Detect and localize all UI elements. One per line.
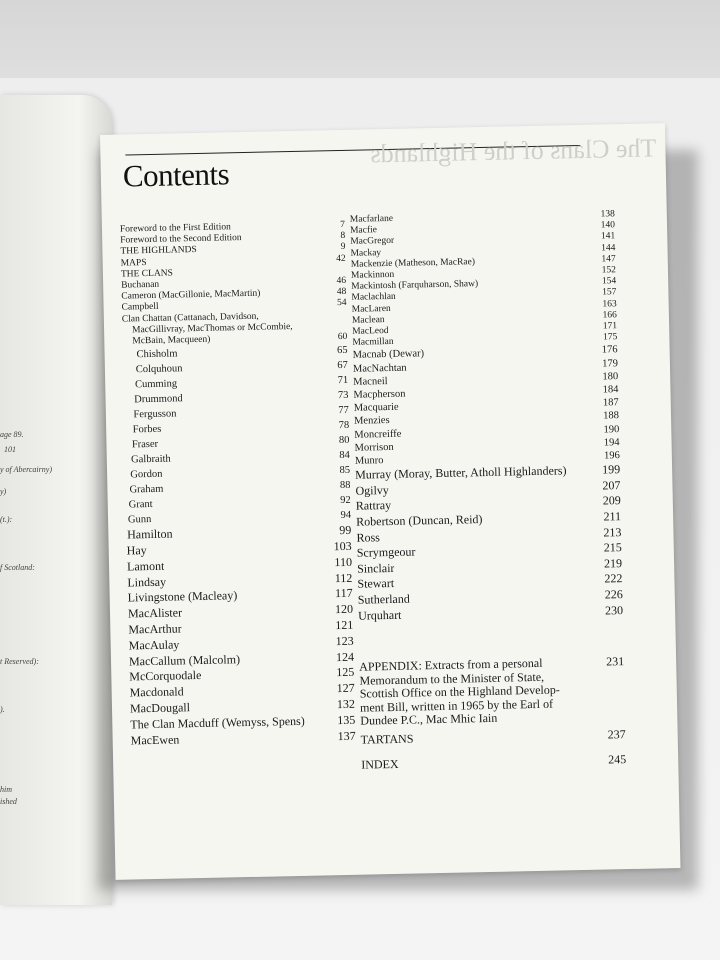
toc-entry-title: Graham bbox=[129, 483, 164, 496]
toc-entry-page: 99 bbox=[339, 523, 352, 538]
toc-entry-title: Foreword to the First Edition bbox=[119, 222, 231, 235]
toc-entry-page: 73 bbox=[337, 390, 349, 402]
toc-entry-title: Murray (Moray, Butter, Atholl Highlanders) bbox=[355, 463, 567, 482]
toc-entry-title: Macpherson bbox=[353, 388, 406, 401]
toc-entry-title: Lamont bbox=[126, 558, 165, 574]
page-title: Contents bbox=[122, 156, 230, 194]
left-page-fragment: ). bbox=[0, 705, 5, 714]
toc-entry-title: Lindsay bbox=[127, 574, 167, 590]
toc-entry-title: Fraser bbox=[131, 439, 159, 451]
toc-entry-page: 190 bbox=[603, 423, 620, 436]
toc-entry-title: Macfie bbox=[349, 225, 378, 236]
toc-entry-page: 157 bbox=[602, 287, 617, 298]
toc-entry-page: 163 bbox=[602, 298, 617, 310]
toc-entry-title: Macmillan bbox=[352, 337, 394, 348]
toc-entry-title: Cameron (MacGillonie, MacMartin) bbox=[121, 288, 261, 302]
toc-entry-page: 152 bbox=[601, 265, 617, 276]
toc-entry-page: 179 bbox=[602, 357, 619, 370]
toc-entry-page: 7 bbox=[340, 219, 346, 230]
toc-right-column bbox=[350, 209, 624, 624]
toc-entry-page: 141 bbox=[600, 231, 616, 242]
toc-entry-title: Moncreiffe bbox=[354, 428, 402, 441]
toc-entry-title: Macfarlane bbox=[349, 213, 394, 225]
toc-entry-page: 42 bbox=[336, 253, 346, 264]
toc-entry-title: Macneil bbox=[353, 375, 388, 388]
toc-entry-title: MacAulay bbox=[128, 637, 180, 653]
toc-entry-title: Cumming bbox=[134, 378, 178, 391]
toc-entry-page: 67 bbox=[337, 360, 348, 372]
toc-entry-page: 175 bbox=[603, 332, 618, 343]
toc-entry-page: 140 bbox=[600, 220, 616, 231]
toc-entry-page: 103 bbox=[333, 538, 352, 554]
toc-entry-title: Maclachlan bbox=[351, 292, 396, 304]
toc-entry-page: 196 bbox=[603, 450, 620, 462]
tartans-entry bbox=[361, 727, 626, 748]
toc-entry-page: 137 bbox=[337, 728, 356, 743]
toc-entry-title: Foreword to the Second Edition bbox=[120, 233, 242, 246]
toc-entry-title: McCorquodale bbox=[129, 668, 202, 684]
index-page: 245 bbox=[608, 752, 627, 767]
left-page-fragment: (t.): bbox=[0, 515, 13, 524]
background-wall bbox=[0, 0, 720, 90]
toc-entry-page: 194 bbox=[603, 437, 620, 449]
toc-entry-page: 71 bbox=[337, 375, 349, 387]
toc-entry-title: MacDougall bbox=[129, 700, 191, 716]
toc-entry-page: 138 bbox=[600, 209, 615, 220]
toc-entry-page: 171 bbox=[602, 321, 618, 332]
toc-entry-title: MacGregor bbox=[350, 236, 395, 248]
left-page-fragment: age 89. bbox=[0, 430, 24, 439]
toc-entry-title: MacLaren bbox=[351, 303, 391, 315]
toc-entry-page: 135 bbox=[337, 712, 356, 727]
toc-entry-title: Munro bbox=[354, 455, 384, 467]
toc-entry-page: 222 bbox=[604, 571, 623, 586]
appendix-line: Dundee P.C., Mac Mhic Iain bbox=[360, 710, 498, 728]
toc-entry-title: THE CLANS bbox=[120, 268, 174, 280]
toc-entry-title: Fergusson bbox=[133, 408, 177, 421]
left-page-fragment: y) bbox=[0, 487, 7, 496]
tartans-page: 237 bbox=[607, 727, 626, 742]
toc-entry-title: Drummond bbox=[134, 393, 183, 406]
left-page-fragment: t Reserved): bbox=[0, 657, 39, 666]
toc-entry-page: 117 bbox=[334, 586, 353, 601]
toc-entry-page: 213 bbox=[603, 524, 622, 540]
toc-entry-title: Sinclair bbox=[356, 560, 395, 576]
toc-entry-title: Robertson (Duncan, Reid) bbox=[356, 512, 483, 529]
toc-entry-page: 209 bbox=[602, 493, 621, 509]
toc-entry-page: 65 bbox=[336, 345, 348, 357]
toc-entry-page: 226 bbox=[604, 587, 623, 602]
toc-entry-title: The Clan Macduff (Wemyss, Spens) bbox=[130, 713, 305, 732]
toc-entry-page: 230 bbox=[604, 602, 624, 618]
toc-entry-title: Morrison bbox=[354, 441, 394, 454]
toc-entry-page: 60 bbox=[337, 331, 348, 343]
toc-entry-page: 110 bbox=[334, 554, 353, 570]
toc-entry-page: 46 bbox=[336, 275, 347, 287]
toc-entry-title: Maclean bbox=[351, 314, 385, 326]
toc-entry-page: 176 bbox=[601, 344, 618, 356]
toc-entry-title: Stewart bbox=[357, 576, 395, 592]
appendix-entry bbox=[359, 655, 625, 728]
show-through-title: The Clans of the Highlands bbox=[370, 133, 657, 169]
toc-entry-title: MacArthur bbox=[128, 621, 182, 637]
toc-entry-title: Sutherland bbox=[357, 591, 410, 607]
toc-entry-title: Rattray bbox=[355, 498, 392, 514]
toc-entry-title: Chisholm bbox=[136, 348, 178, 361]
toc-entry-page: 48 bbox=[336, 287, 347, 298]
toc-entry-title: Livingstone (Macleay) bbox=[127, 588, 238, 605]
toc-entry-title: MAPS bbox=[120, 257, 147, 269]
toc-entry-page: 215 bbox=[603, 540, 622, 555]
toc-entry-title: McBain, Macqueen) bbox=[132, 334, 211, 347]
toc-entry-title: Mackay bbox=[350, 247, 382, 259]
toc-entry-title: Gunn bbox=[127, 514, 152, 526]
left-page-fragment: y of Abercairny) bbox=[0, 465, 52, 474]
appendix-line: ment Bill, written in 1965 by the Earl of bbox=[359, 696, 554, 715]
toc-entry-page: 84 bbox=[339, 450, 350, 462]
toc-entry-title: Colquhoun bbox=[135, 363, 183, 376]
toc-entry-title: MacEwen bbox=[130, 732, 180, 748]
toc-entry-page: 92 bbox=[340, 495, 351, 507]
toc-entry-page: 180 bbox=[602, 371, 619, 383]
toc-entry-title: Gordon bbox=[130, 469, 163, 481]
toc-entry-title: Ross bbox=[356, 529, 380, 545]
toc-entry-page: 154 bbox=[601, 276, 617, 287]
toc-entry-page: 127 bbox=[336, 680, 355, 696]
left-page-fragment: him bbox=[0, 785, 12, 794]
appendix-line: Scottish Office on the Highland Develop- bbox=[359, 682, 560, 701]
toc-entry-page: 94 bbox=[340, 510, 352, 522]
toc-entry-page: 147 bbox=[601, 254, 616, 265]
index-entry bbox=[361, 752, 626, 773]
toc-entry-page: 112 bbox=[334, 570, 353, 585]
toc-entry-title: Scrymgeour bbox=[356, 544, 416, 560]
toc-entry-page: 207 bbox=[602, 478, 621, 493]
toc-entry-page: 132 bbox=[336, 696, 356, 712]
toc-entry-page: 211 bbox=[603, 509, 622, 524]
toc-entry-page: 80 bbox=[338, 435, 350, 447]
toc-entry-page: 124 bbox=[335, 649, 355, 664]
toc-entry-title: MacGillivray, MacThomas or McCombie, bbox=[131, 321, 293, 336]
toc-entry-title: Menzies bbox=[353, 415, 390, 428]
appendix-page: 231 bbox=[605, 654, 625, 669]
toc-entry-page: 9 bbox=[340, 242, 346, 253]
toc-entry bbox=[131, 728, 356, 749]
toc-entry-page: 166 bbox=[602, 310, 617, 321]
toc-entry-page: 85 bbox=[339, 465, 351, 477]
toc-entry-title: Galbraith bbox=[130, 453, 171, 466]
toc-entry-page: 77 bbox=[338, 405, 349, 417]
toc-entry-page: 187 bbox=[602, 397, 619, 409]
toc-entry-title: Macquarie bbox=[353, 402, 399, 414]
toc-entry-title: Clan Chattan (Cattanach, Davidson, bbox=[121, 311, 259, 325]
toc-entry-title: Campbell bbox=[121, 302, 159, 314]
toc-entry-page: 78 bbox=[338, 420, 350, 432]
toc-entry-page: 8 bbox=[340, 231, 346, 242]
appendix-line: Memorandum to the Minister of State, bbox=[359, 669, 545, 688]
toc-entry-page: 88 bbox=[339, 480, 351, 492]
appendix-text bbox=[359, 656, 565, 728]
toc-entry-title: MacAlister bbox=[127, 605, 183, 621]
left-page-fragment: 101 bbox=[4, 445, 16, 454]
toc-entry-title: Hamilton bbox=[127, 526, 173, 542]
toc-entry-title: MacCallum (Malcolm) bbox=[128, 651, 241, 669]
toc-entry-page: 184 bbox=[602, 384, 619, 396]
toc-entry-title: Macdonald bbox=[129, 684, 184, 700]
index-title: INDEX bbox=[361, 756, 399, 772]
toc-entry-title: Forbes bbox=[132, 424, 162, 436]
left-page bbox=[0, 95, 112, 905]
toc-entry-title: Mackenzie (Matheson, MacRae) bbox=[350, 256, 476, 270]
toc-entry-page: 199 bbox=[601, 462, 621, 477]
toc-entry-page: 125 bbox=[336, 665, 355, 680]
toc-entry-title: Macnab (Dewar) bbox=[352, 348, 425, 362]
toc-entry-title: THE HIGHLANDS bbox=[120, 245, 197, 258]
toc-entry-title: Ogilvy bbox=[355, 482, 389, 498]
toc-entry-title: MacNachtan bbox=[352, 362, 407, 375]
toc-entry-title: Urquhart bbox=[357, 607, 402, 623]
left-page-fragment: f Scotland: bbox=[0, 563, 35, 572]
toc-entry-title: Buchanan bbox=[121, 279, 160, 291]
contents-page bbox=[100, 123, 680, 880]
toc-entry-page: 121 bbox=[335, 617, 354, 633]
toc-entry-page: 144 bbox=[601, 242, 616, 254]
toc-entry-title: Mackinnon bbox=[350, 269, 395, 281]
toc-entry-title: Grant bbox=[128, 499, 153, 511]
left-page-fragment: ished bbox=[0, 797, 17, 806]
appendix-line: APPENDIX: Extracts from a personal bbox=[359, 655, 543, 674]
toc-entry-page: 188 bbox=[603, 410, 620, 422]
toc-entry-title: Mackintosh (Farquharson, Shaw) bbox=[351, 279, 479, 292]
tartans-title: TARTANS bbox=[360, 731, 414, 747]
toc-entry-page: 123 bbox=[335, 633, 354, 648]
toc-entry-page: 54 bbox=[336, 298, 347, 309]
toc-entry-title: MacLeod bbox=[352, 326, 389, 337]
toc-entry-title: Hay bbox=[126, 543, 147, 558]
toc-left-column bbox=[120, 220, 356, 749]
toc-entry-page: 219 bbox=[603, 555, 623, 571]
toc-entry-page: 120 bbox=[334, 602, 354, 617]
